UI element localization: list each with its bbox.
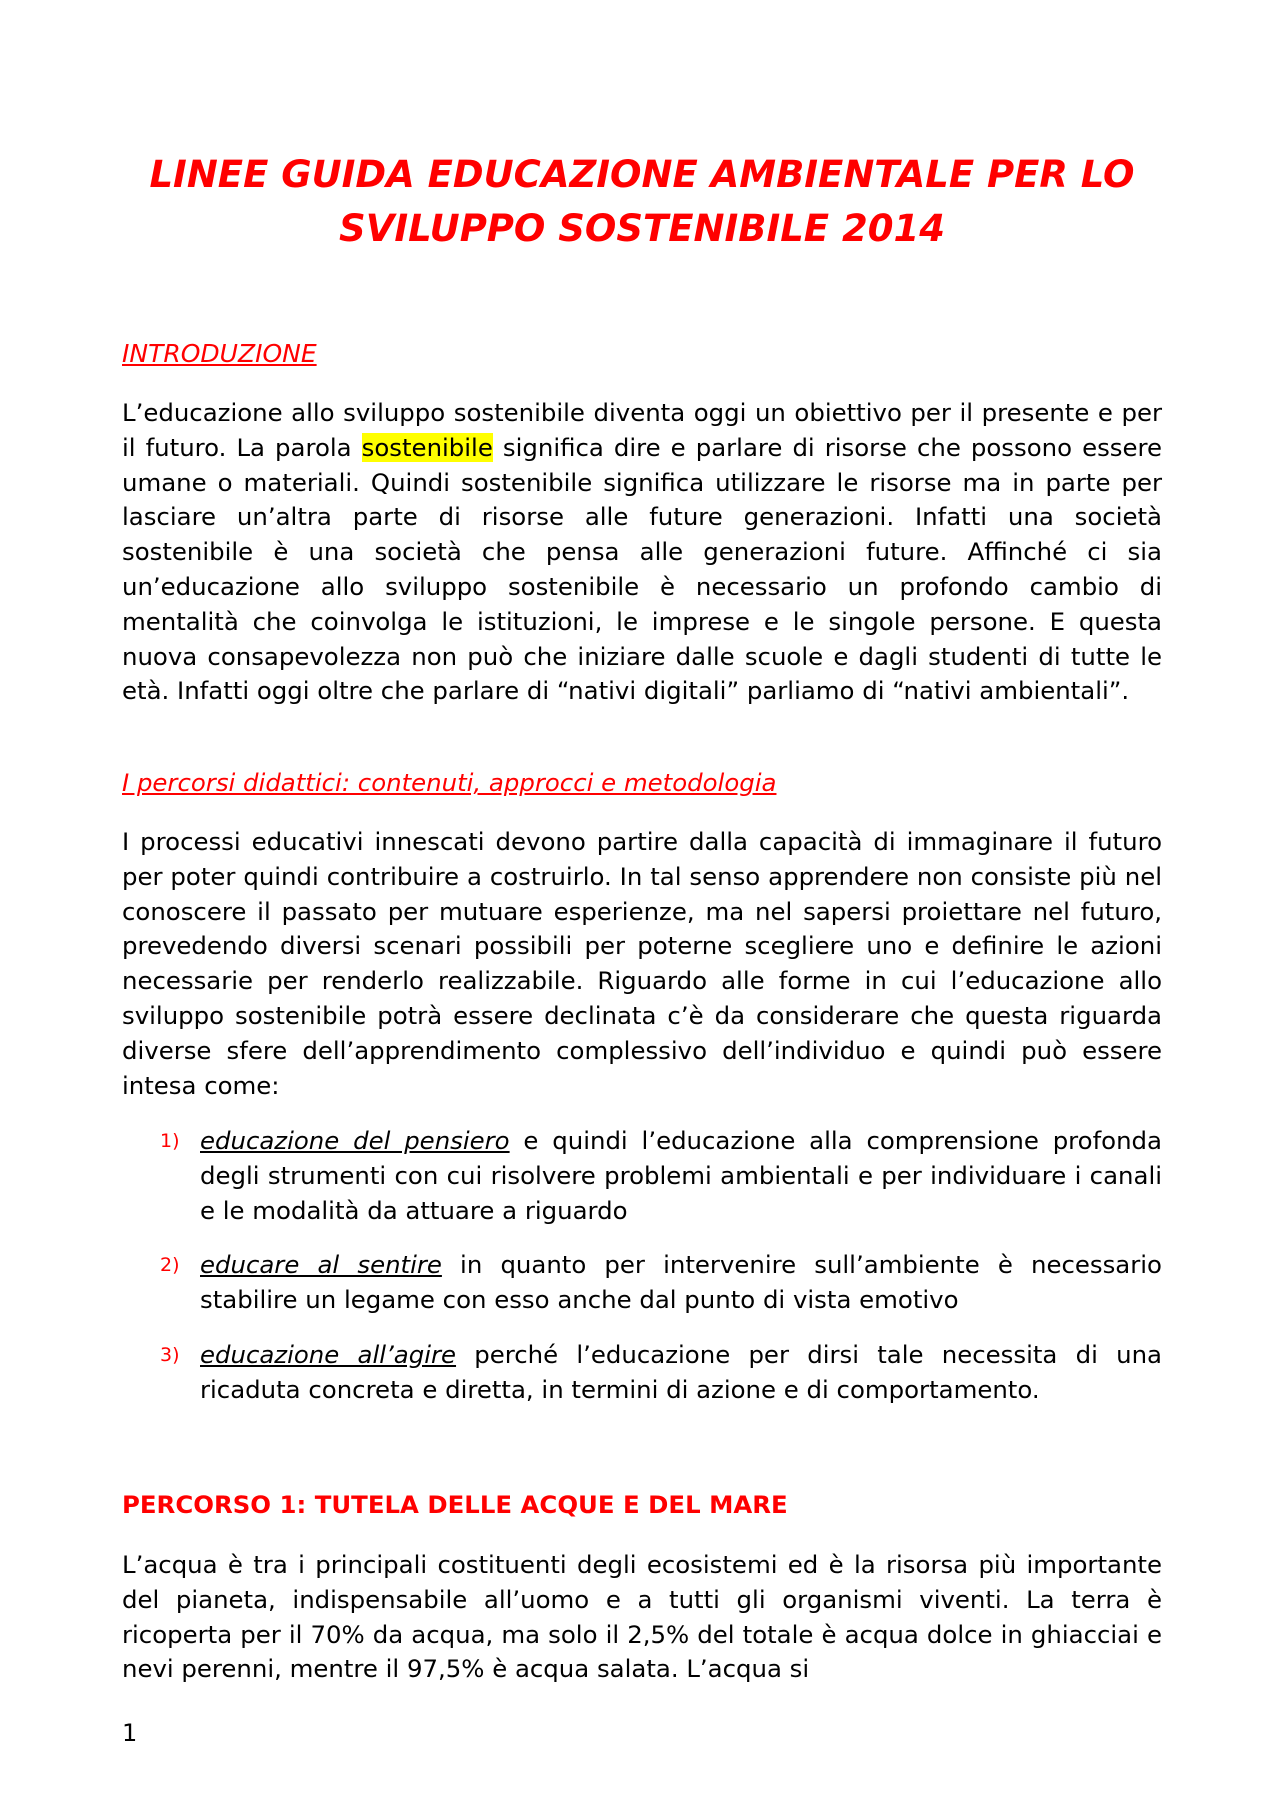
list-item (122, 1124, 1162, 1228)
list-text: e quindi l’educazione alla comprensione profonda degli strumenti con cui risolvere problemi ambientali e per individuare i canali e le modalità da attuare a riguardo (200, 1126, 1162, 1225)
highlighted-word: sostenibile (361, 432, 493, 462)
intro-paragraph (122, 396, 1162, 709)
acqua-paragraph: L’acqua è tra i principali costituenti degli ecosistemi ed è la risorsa più importante del pianeta, indispensabile all’uomo e a tutti gli organismi viventi. La terra è ricoperta per il 70% da acqua, ma solo il 2,5% del totale è acqua dolce in ghiacciai e nevi perenni, mentre il 97,5% è acqua salata. L’acqua si (122, 1550, 1162, 1684)
page-number: 1 (122, 1719, 138, 1747)
section-heading-percorso-1: PERCORSO 1: TUTELA DELLE ACQUE E DEL MARE (122, 1490, 788, 1519)
section-heading-introduzione: INTRODUZIONE (122, 339, 317, 368)
list-marker: 2) (160, 1254, 180, 1277)
processi-paragraph: I processi educativi innescati devono partire dalla capacità di immaginare il futuro per poter quindi contribuire a costruirlo. In tal senso apprendere non consiste più nel conoscere il passato per mutuare esperienze, ma nel sapersi proiettare nel futuro, prevedendo diversi scenari possibili per poterne scegliere uno e definire le azioni necessarie per renderlo realizzabile. Riguardo alle forme in cui l’educazione allo sviluppo sostenibile potrà essere declinata c’è da considerare che questa riguarda diverse sfere dell’apprendimento complessivo dell’individuo e quindi può essere intesa come: (122, 827, 1162, 1100)
intro-text-end: significa dire e parlare di risorse che possono essere umane o materiali. Quindi sostenibile significa utilizzare le risorse ma in parte per lasciare un’altra parte di risorse alle future generazioni. Infatti una società sostenibile è una società che pensa alle generazioni future. Affinché ci sia un’educazione allo sviluppo sostenibile è necessario un profondo cambio di mentalità che coinvolga le istituzioni, le imprese e le singole persone. E questa nuova consapevolezza non può che iniziare dalle scuole e dagli studenti di tutte le età. Infatti oggi oltre che parlare di “nativi digitali” parliamo di “nativi ambientali”. (122, 432, 1162, 706)
list-term: educare al sentire (200, 1250, 442, 1280)
document-title: LINEE GUIDA EDUCAZIONE AMBIENTALE PER LO SVILUPPO SOSTENIBILE 2014 (149, 153, 1135, 250)
numbered-list (122, 1124, 1162, 1428)
list-term: educazione all’agire (200, 1339, 457, 1369)
list-term: educazione del pensiero (200, 1126, 510, 1155)
list-text: perché l’educazione per dirsi tale necessita di una ricaduta concreta e diretta, in termini di azione e di comportamento. (200, 1339, 1163, 1404)
list-item (122, 1338, 1162, 1408)
intro-text-start: L’educazione allo sviluppo sostenibile diventa oggi un obiettivo per il presente e per il futuro. La parola (122, 398, 1162, 462)
list-text: in quanto per intervenire sull’ambiente è necessario stabilire un legame con esso anche dal punto di vista emotivo (200, 1250, 1162, 1315)
list-marker: 3) (160, 1343, 180, 1366)
subsection-heading-percorsi: I percorsi didattici: contenuti, approcci e metodologia (122, 768, 777, 797)
list-item (122, 1248, 1162, 1318)
list-marker: 1) (160, 1130, 180, 1152)
